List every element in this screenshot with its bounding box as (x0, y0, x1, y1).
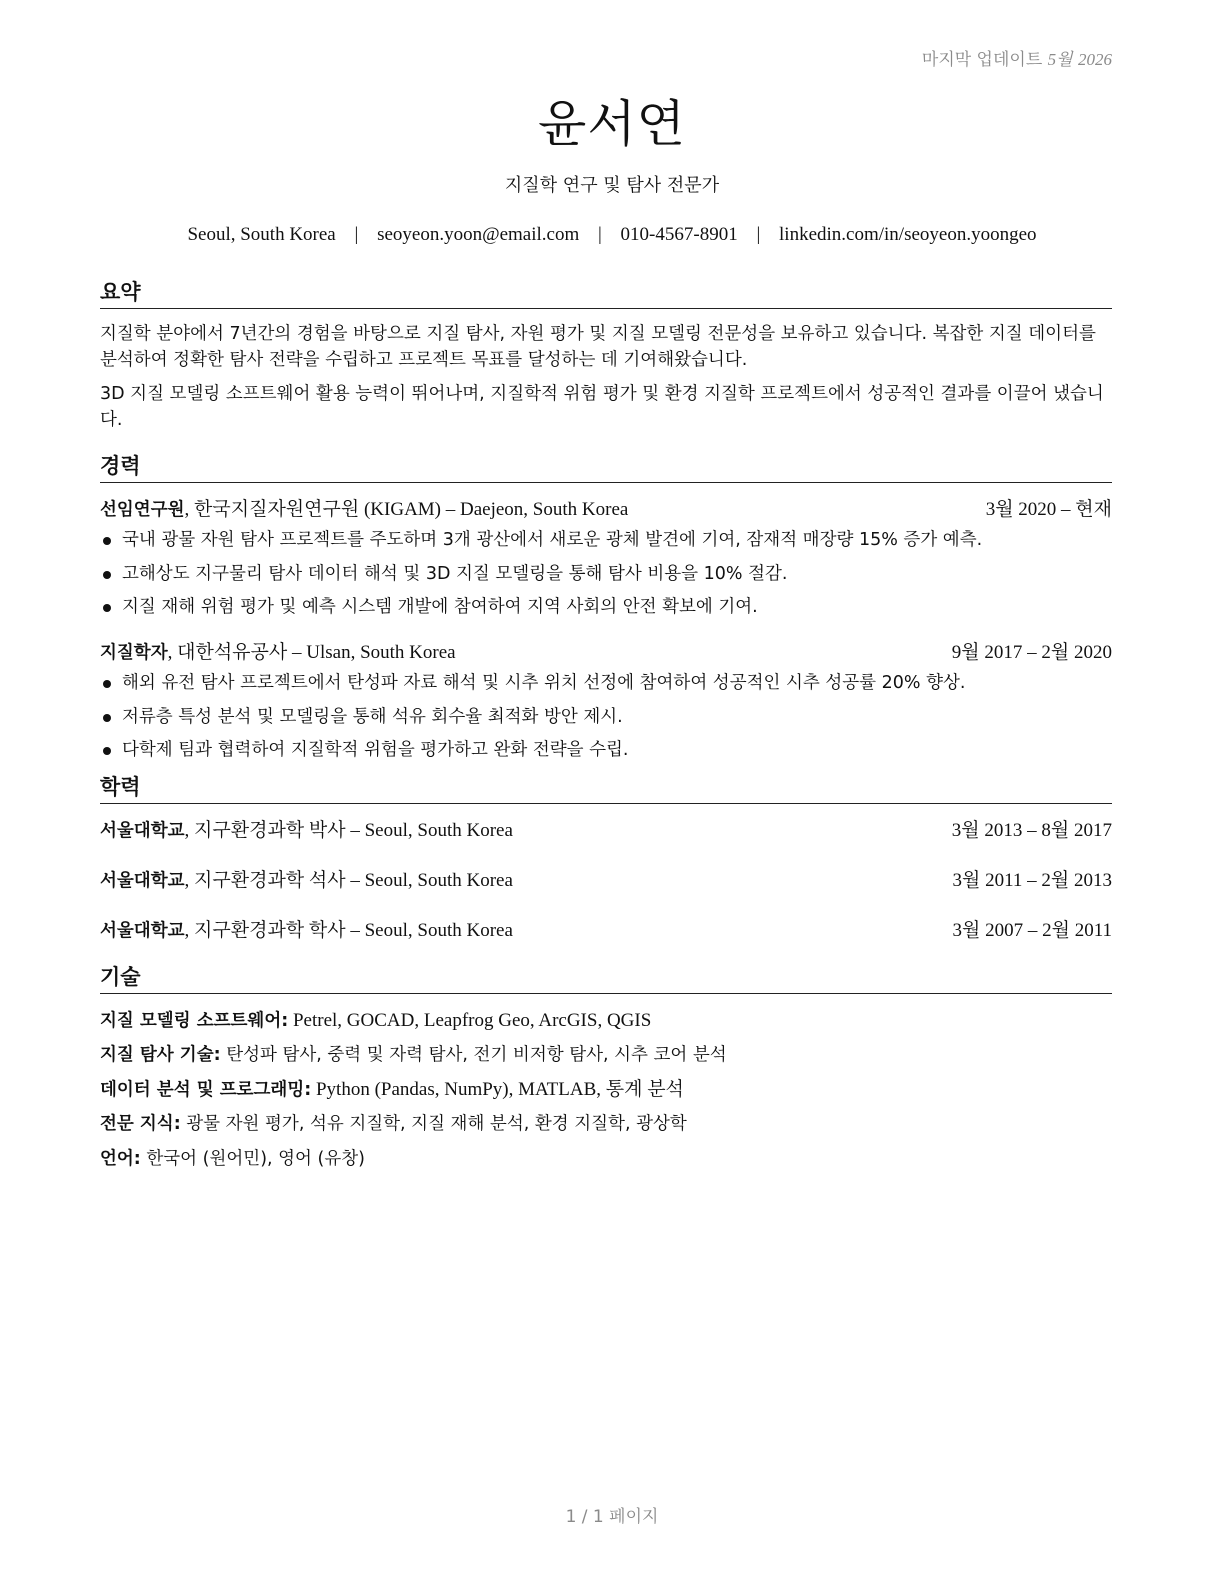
summary-paragraph: 3D 지질 모델링 소프트웨어 활용 능력이 뛰어나며, 지질학적 위험 평가 및 환경 지질학 프로젝트에서 성공적인 결과를 이끌어 냈습니다. (100, 384, 1104, 430)
education-entry (100, 818, 1112, 844)
contact-line (0, 224, 1224, 246)
skills-list (100, 1008, 1112, 1172)
skill-row (100, 1077, 1112, 1103)
experience-section (100, 450, 1112, 763)
contact-phone: 010-4567-8901 (620, 224, 738, 245)
skill-label: 전문 지식: (100, 1114, 181, 1134)
education-school: 서울대학교 (100, 920, 185, 941)
job-title-line (100, 640, 456, 666)
job-bullet: 국내 광물 자원 탐사 프로젝트를 주도하며 3개 광산에서 새로운 광체 발견에 기여, 잠재적 매장량 15% 증가 예측. (100, 527, 1112, 553)
resume-content (100, 276, 1112, 1180)
education-detail: , 지구환경과학 학사 – Seoul, South Korea (184, 919, 513, 941)
contact-separator: | (756, 224, 761, 245)
education-section (100, 771, 1112, 944)
job-role: 선임연구원 (100, 500, 185, 520)
job-bullet: 해외 유전 탐사 프로젝트에서 탄성파 자료 해석 및 시추 위치 선정에 참여하여 성공적인 시추 성공률 20% 향상. (100, 670, 1112, 696)
job-dates: 3월 2020 – 현재 (985, 499, 1112, 520)
skill-label: 지질 탐사 기술: (100, 1045, 221, 1065)
education-dates: 3월 2011 – 2월 2013 (952, 869, 1112, 891)
job-role: 지질학자 (100, 643, 168, 663)
skill-row (100, 1146, 1112, 1172)
skill-value: 광물 자원 평가, 석유 지질학, 지질 재해 분석, 환경 지질학, 광상학 (180, 1114, 687, 1134)
job-entry (100, 640, 1112, 763)
job-bullet: 지질 재해 위험 평가 및 예측 시스템 개발에 참여하여 지역 사회의 안전 확보에 기여. (100, 594, 1112, 620)
skill-value: 한국어 (원어민), 영어 (유창) (140, 1148, 365, 1169)
education-title-line (100, 868, 513, 894)
job-header (100, 640, 1112, 666)
skills-section (100, 961, 1112, 1172)
job-org: , 한국지질자원연구원 (KIGAM) – Daejeon, South Korea (184, 499, 629, 520)
person-name: 윤서연 (538, 95, 686, 153)
education-title-line (100, 818, 513, 844)
job-title-line (100, 497, 628, 523)
last-updated-month: 5월 (1047, 50, 1073, 69)
summary-paragraph: 지질학 분야에서 7년간의 경험을 바탕으로 지질 탐사, 자원 평가 및 지질 모델링 전문성을 보유하고 있습니다. 복잡한 지질 데이터를 분석하여 정확한 탐사 전략을 수립하고 프로젝트 목표를 달성하는 데 기여해왔습니다. (100, 324, 1096, 370)
education-entry (100, 868, 1112, 894)
education-detail: , 지구환경과학 석사 – Seoul, South Korea (184, 869, 513, 891)
education-entry (100, 918, 1112, 944)
job-dates: 9월 2017 – 2월 2020 (951, 642, 1112, 663)
contact-separator: | (597, 224, 602, 245)
job-bullet: 저류층 특성 분석 및 모델링을 통해 석유 회수율 최적화 방안 제시. (100, 704, 1112, 730)
contact-email[interactable]: seoyeon.yoon@email.com (377, 224, 580, 245)
section-title-education: 학력 (100, 771, 1112, 804)
section-title-experience: 경력 (100, 450, 1112, 483)
job-bullet: 다학제 팀과 협력하여 지질학적 위험을 평가하고 완화 전략을 수립. (100, 737, 1112, 763)
skill-label: 데이터 분석 및 프로그래밍: (100, 1079, 312, 1100)
job-entry (100, 497, 1112, 620)
education-dates: 3월 2013 – 8월 2017 (951, 819, 1112, 841)
job-bullets (100, 527, 1112, 620)
page-number-footer: 1 / 1 페이지 (565, 1507, 659, 1527)
education-dates: 3월 2007 – 2월 2011 (952, 919, 1112, 941)
education-title-line (100, 918, 513, 944)
headline: 지질학 연구 및 탐사 전문가 (504, 175, 720, 196)
job-org: , 대한석유공사 – Ulsan, South Korea (167, 642, 456, 663)
skill-label: 언어: (100, 1148, 141, 1169)
contact-linkedin[interactable]: linkedin.com/in/seoyeon.yoongeo (779, 224, 1037, 245)
last-updated-label: 마지막 업데이트 (921, 50, 1043, 70)
education-school: 서울대학교 (100, 870, 185, 891)
skill-value: Python (Pandas, NumPy), MATLAB, 통계 분석 (311, 1078, 684, 1100)
skill-row (100, 1008, 1112, 1034)
section-title-summary: 요약 (100, 276, 1112, 309)
summary-section (100, 276, 1112, 433)
skill-label: 지질 모델링 소프트웨어: (100, 1010, 289, 1031)
education-school: 서울대학교 (100, 820, 185, 841)
skill-value: Petrel, GOCAD, Leapfrog Geo, ArcGIS, QGIS (288, 1009, 652, 1031)
skill-row (100, 1111, 1112, 1137)
job-bullets (100, 670, 1112, 763)
last-updated (922, 45, 1112, 70)
skill-row (100, 1042, 1112, 1068)
contact-location: Seoul, South Korea (187, 224, 336, 245)
contact-separator: | (354, 224, 359, 245)
job-header (100, 497, 1112, 523)
last-updated-year: 2026 (1078, 50, 1112, 69)
education-detail: , 지구환경과학 박사 – Seoul, South Korea (184, 819, 513, 841)
skill-value: 탄성파 탐사, 중력 및 자력 탐사, 전기 비저항 탐사, 시추 코어 분석 (220, 1045, 727, 1065)
job-bullet: 고해상도 지구물리 탐사 데이터 해석 및 3D 지질 모델링을 통해 탐사 비용을 10% 절감. (100, 561, 1112, 587)
section-title-skills: 기술 (100, 961, 1112, 994)
